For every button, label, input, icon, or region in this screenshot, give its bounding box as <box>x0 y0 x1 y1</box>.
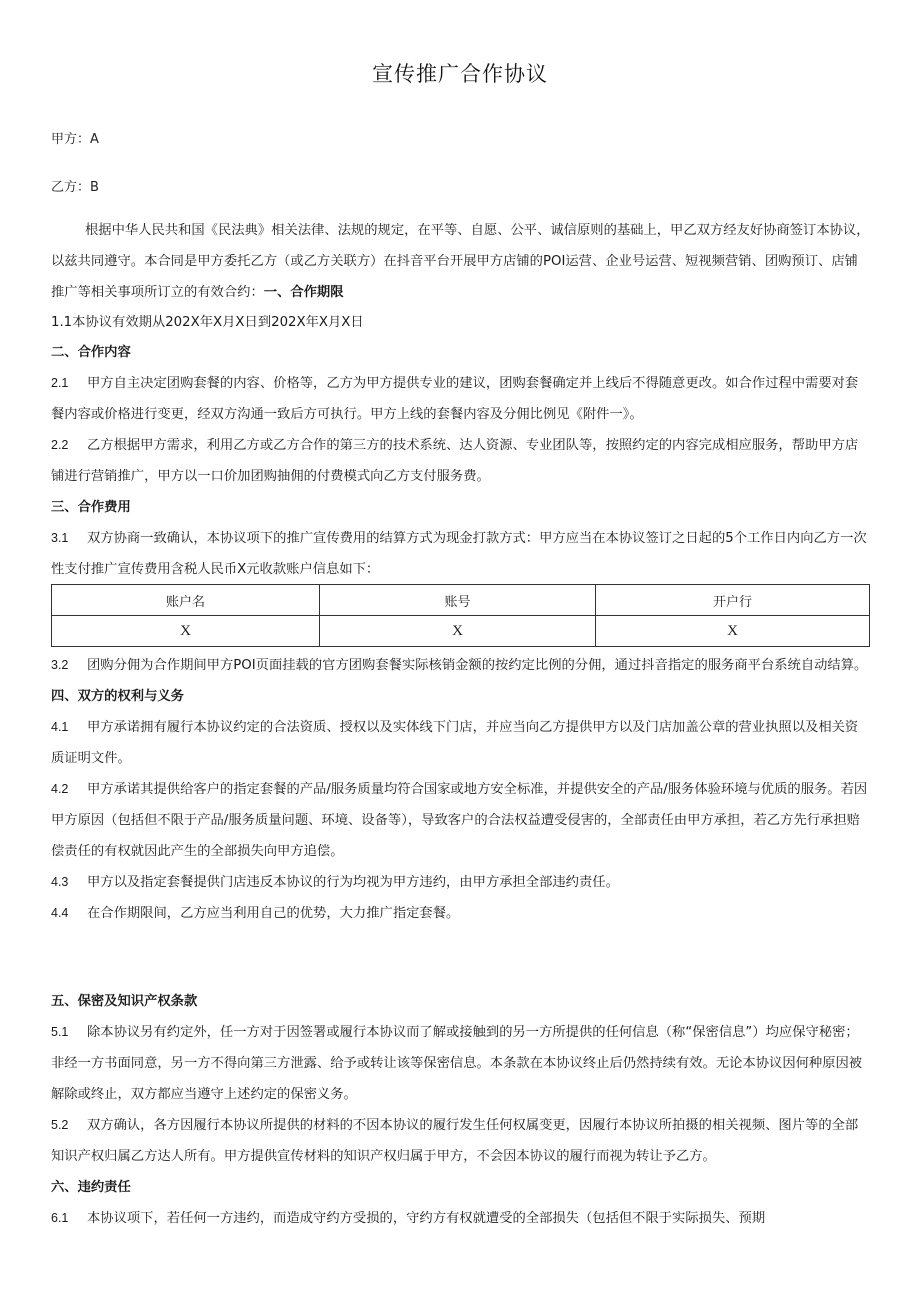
party-b: 乙方：B <box>51 180 99 195</box>
column-header: 账户名 <box>52 585 320 616</box>
account-table <box>51 584 870 647</box>
column-header: 开户行 <box>596 585 870 616</box>
clause-text: 甲方承诺拥有履行本协议约定的合法资质、授权以及实体线下门店，并应当向乙方提供甲方以及门店加盖公章的营业执照以及相关资质证明文件。 <box>51 720 859 766</box>
section-3-4 <box>51 650 871 929</box>
section-1-heading: 一、合作期限 <box>263 285 344 300</box>
clause-number: 4.4 <box>51 906 69 920</box>
clause-number: 5.2 <box>51 1118 69 1132</box>
section-2 <box>51 368 871 585</box>
column-header: 账号 <box>320 585 596 616</box>
intro-text: 根据中华人民共和国《民法典》相关法律、法规的规定，在平等、自愿、公平、诚信原则的基础上，甲乙双方经友好协商签订本协议，以兹共同遵守。本合同是甲方委托乙方（或乙方关联方）在抖音平台开展甲方店铺的POI运营、企业号运营、短视频营销、团购预订、店铺推广等相关事项所订立的有效合约： <box>51 223 870 300</box>
clause-text: 乙方根据甲方需求，利用乙方或乙方合作的第三方的技术系统、达人资源、专业团队等，按照约定的内容完成相应服务，帮助甲方店铺进行营销推广，甲方以一口价加团购抽佣的付费模式向乙方支付服务费。 <box>51 438 859 484</box>
clause-1-1: 1.1本协议有效期从202X年X月X日到202X年X月X日 <box>51 315 364 330</box>
clause-2-2 <box>51 430 871 492</box>
clause-number: 2.1 <box>51 376 69 390</box>
clause-text: 本协议项下，若任何一方违约，而造成守约方受损的，守约方有权就遭受的全部损失（包括但不限于实际损失、预期 <box>87 1211 766 1226</box>
clause-text: 甲方以及指定套餐提供门店违反本协议的行为均视为甲方违约，由甲方承担全部违约责任。 <box>87 875 619 890</box>
clause-3-1 <box>51 523 871 585</box>
clause-text: 甲方承诺其提供给客户的指定套餐的产品/服务质量均符合国家或地方安全标准，并提供安全的产品/服务体验环境与优质的服务。若因甲方原因（包括但不限于产品/服务质量问题、环境、设备等），导致客户的合法权益遭受侵害的，全部责任由甲方承担，若乙方先行承担赔偿责任的有权就因此产生的全部损失向甲方追偿。 <box>51 782 868 859</box>
section-2-heading: 二、合作内容 <box>51 345 131 360</box>
clause-text: 在合作期限间，乙方应当利用自己的优势，大力推广指定套餐。 <box>87 906 460 921</box>
table-header-row <box>52 585 870 616</box>
clause-text: 双方确认，各方因履行本协议所提供的材料的不因本协议的履行发生任何权属变更，因履行本协议所拍摄的相关视频、图片等的全部知识产权归属乙方达人所有。甲方提供宣传材料的知识产权归属于甲方，不会因本协议的履行而视为转让予乙方。 <box>51 1118 859 1164</box>
clause-number: 4.3 <box>51 875 69 889</box>
section-6-heading: 六、违约责任 <box>51 1180 131 1195</box>
clause-text: 团购分佣为合作期间甲方POI页面挂载的官方团购套餐实际核销金额的按约定比例的分佣，通过抖音指定的服务商平台系统自动结算。 <box>87 658 868 673</box>
table-cell: X <box>596 616 870 647</box>
table-cell: X <box>320 616 596 647</box>
clause-text: 除本协议另有约定外，任一方对于因签署或履行本协议而了解或接触到的另一方所提供的任何信息（称“保密信息”）均应保守秘密；非经一方书面同意，另一方不得向第三方泄露、给予或转让该等保密信息。本条款在本协议终止后仍然持续有效。无论本协议因何种原因被解除或终止，双方都应当遵守上述约定的保密义务。 <box>51 1025 863 1102</box>
clause-number: 4.1 <box>51 720 69 734</box>
clause-number: 2.2 <box>51 438 69 452</box>
intro-block <box>51 215 871 368</box>
section-4-heading: 四、双方的权利与义务 <box>51 689 184 704</box>
clause-3-2 <box>51 650 871 681</box>
clause-2-1 <box>51 368 871 430</box>
section-3-heading: 三、合作费用 <box>51 500 131 515</box>
table-row <box>52 616 870 647</box>
clause-6-1 <box>51 1203 871 1234</box>
clause-text: 双方协商一致确认，本协议项下的推广宣传费用的结算方式为现金打款方式：甲方应当在本协议签订之日起的5个工作日内向乙方一次性支付推广宣传费用含税人民币X元收款账户信息如下： <box>51 531 867 577</box>
clause-number: 3.2 <box>51 658 69 672</box>
clause-5-1 <box>51 1017 871 1110</box>
clause-number: 6.1 <box>51 1211 69 1225</box>
clause-number: 3.1 <box>51 531 69 545</box>
clause-4-1 <box>51 712 871 774</box>
table-cell: X <box>52 616 320 647</box>
clause-number: 4.2 <box>51 782 69 796</box>
page-title: 宣传推广合作协议 <box>372 62 548 86</box>
clause-5-2 <box>51 1110 871 1172</box>
clause-4-2 <box>51 774 871 867</box>
section-5-6 <box>51 986 871 1234</box>
clause-number: 5.1 <box>51 1025 69 1039</box>
intro-paragraph <box>51 215 871 308</box>
clause-text: 甲方自主决定团购套餐的内容、价格等，乙方为甲方提供专业的建议，团购套餐确定并上线后不得随意更改。如合作过程中需要对套餐内容或价格进行变更，经双方沟通一致后方可执行。甲方上线的套餐内容及分佣比例见《附件一》。 <box>51 376 859 422</box>
section-5-heading: 五、保密及知识产权条款 <box>51 994 198 1009</box>
clause-4-4 <box>51 898 871 929</box>
party-a: 甲方：A <box>51 132 99 147</box>
clause-4-3 <box>51 867 871 898</box>
